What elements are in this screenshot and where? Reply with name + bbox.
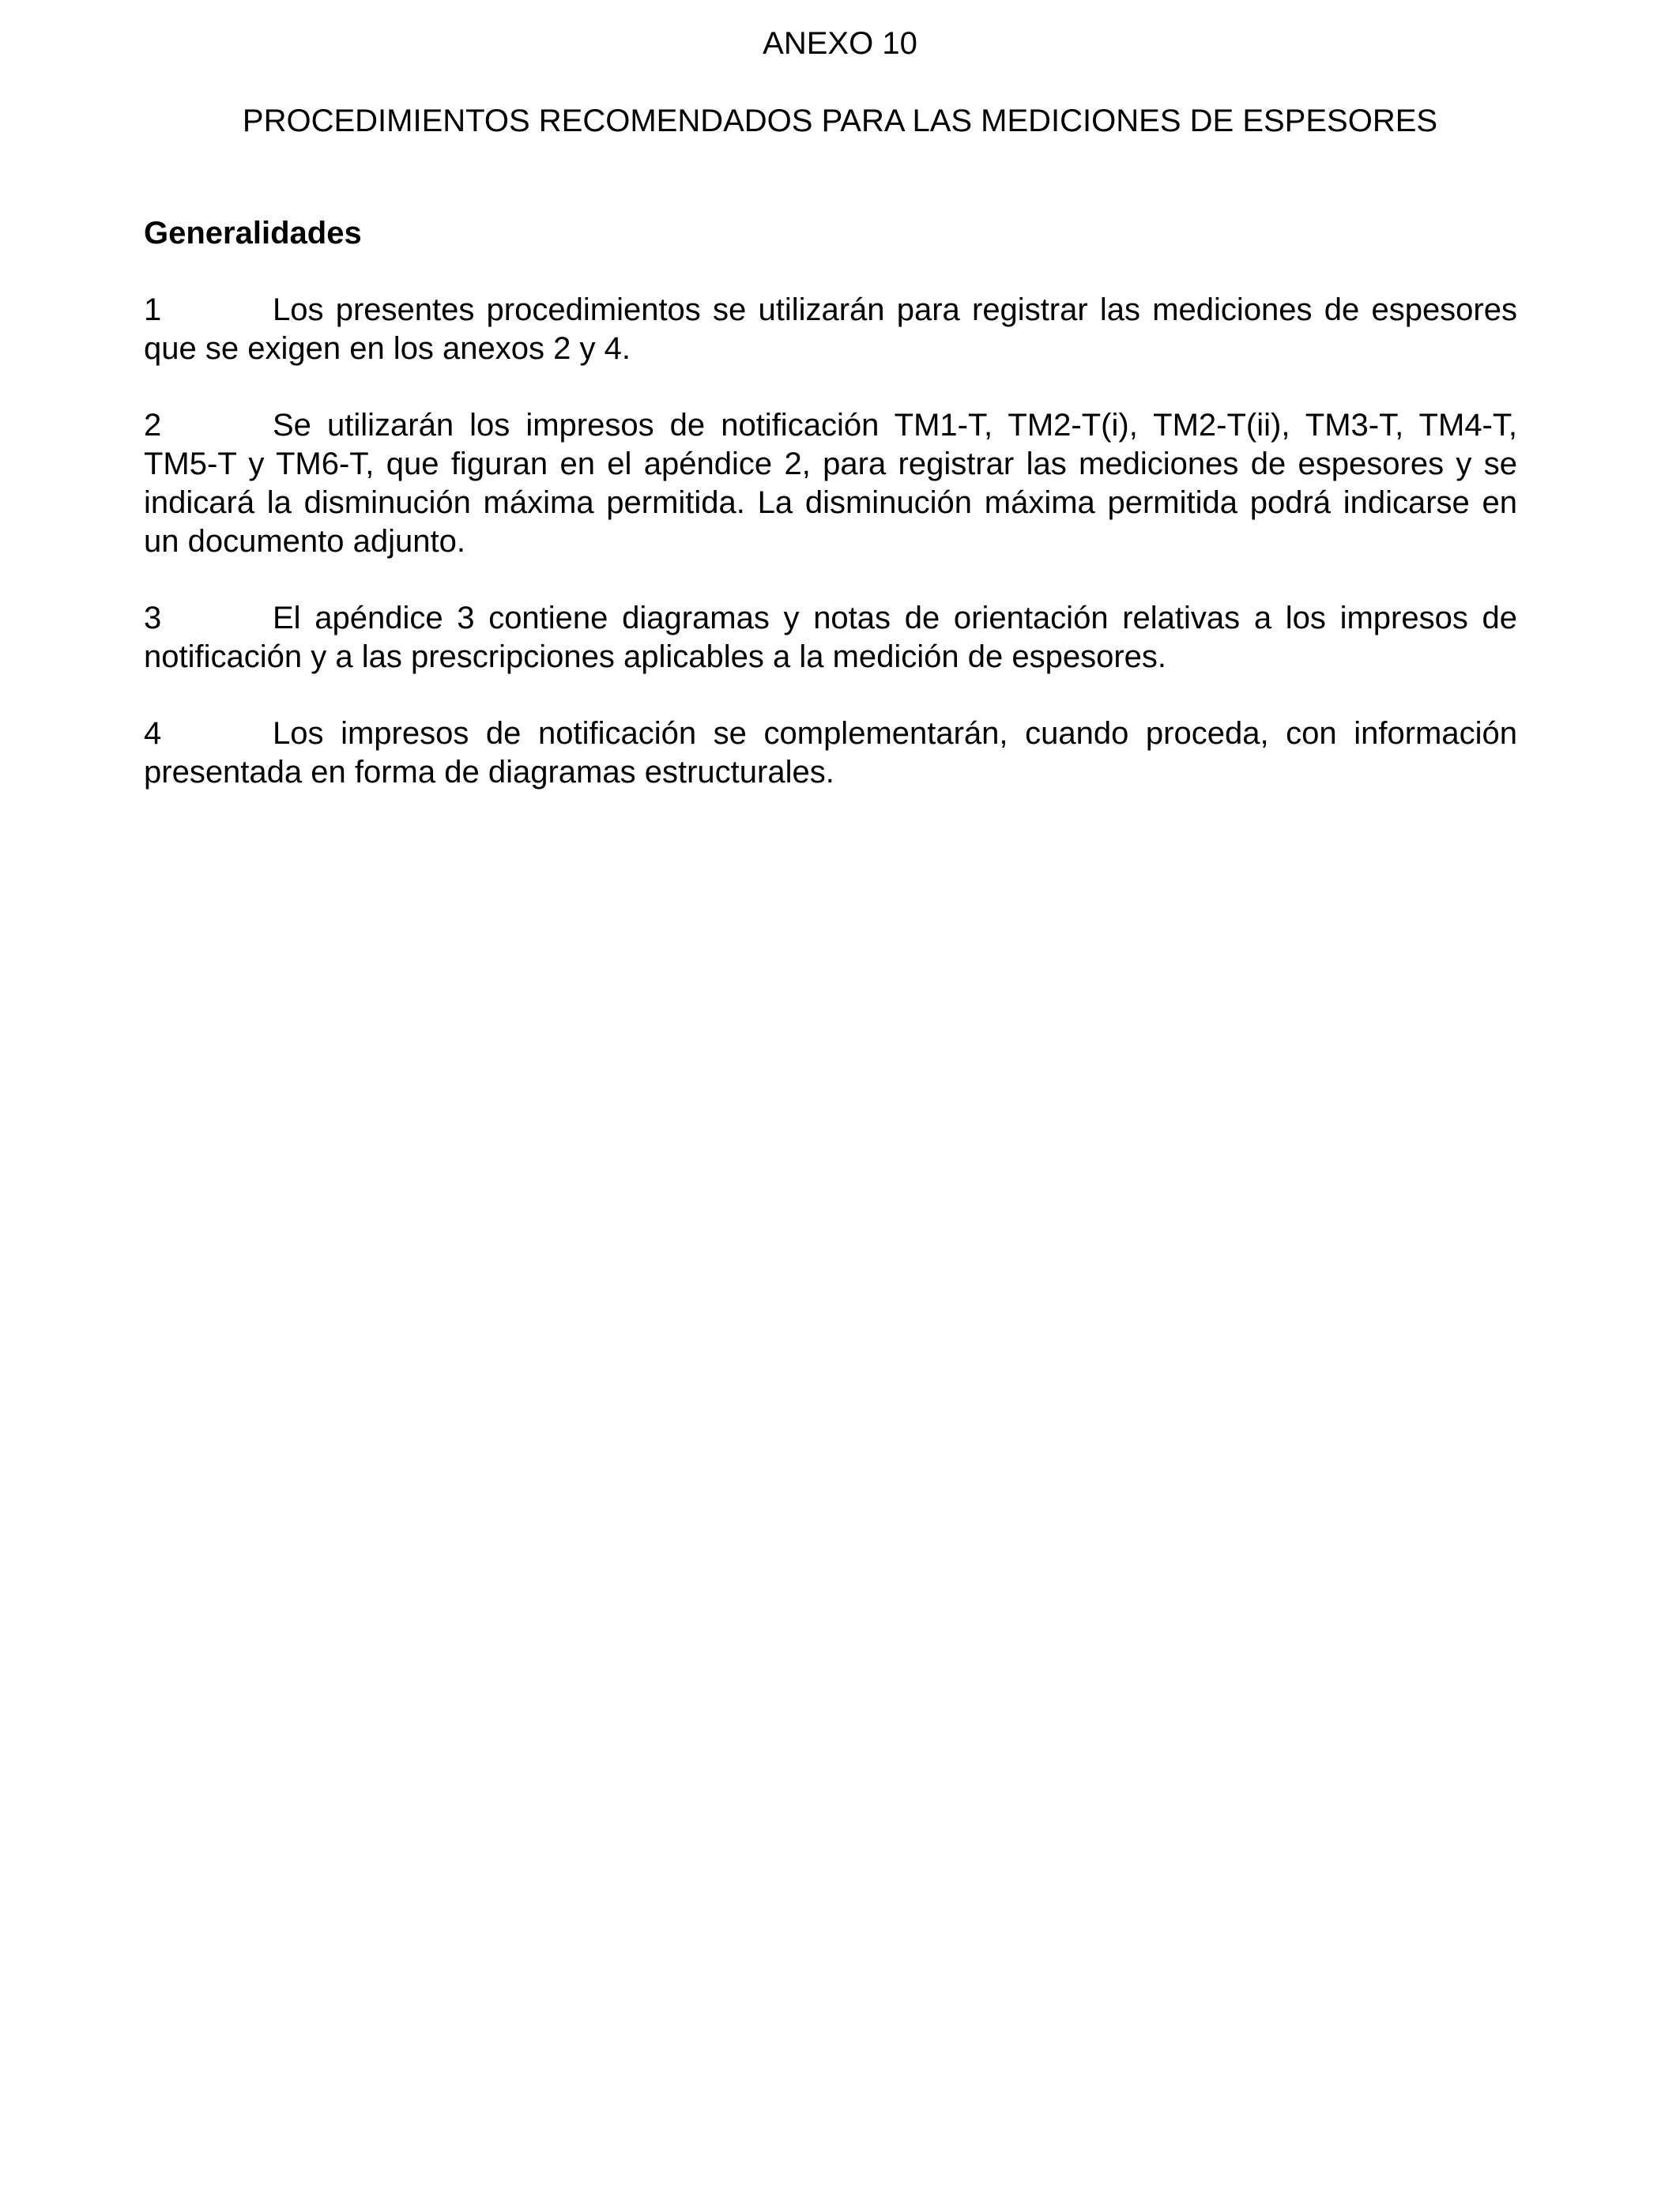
annex-title: ANEXO 10 (763, 26, 917, 61)
paragraph-text: Los impresos de notificación se complementarán, cuando proceda, con información presentada en forma de diagramas estructurales. (144, 716, 1517, 790)
section-heading: Generalidades (144, 216, 362, 251)
paragraph-text: El apéndice 3 contiene diagramas y notas de orientación relativas a los impresos de notificación y a las prescripciones aplicables a la medición de espesores. (144, 601, 1517, 674)
paragraph-2 (144, 406, 1517, 561)
paragraph-number: 1 (144, 292, 162, 327)
paragraph-1 (144, 291, 1517, 368)
paragraph-3 (144, 599, 1517, 677)
paragraph-text: Se utilizarán los impresos de notificación TM1-T, TM2-T(i), TM2-T(ii), TM3-T, TM4-T, TM5-T y TM6-T, que figuran en el apéndice 2, para registrar las mediciones de espesores y se indicará la disminución máxima permitida. La disminución máxima permitida podrá indicarse en un documento adjunto. (144, 408, 1517, 559)
paragraph-4 (144, 714, 1517, 792)
paragraph-number: 2 (144, 408, 162, 443)
paragraph-number: 3 (144, 601, 162, 635)
document-body (144, 213, 1517, 830)
paragraph-number: 4 (144, 716, 162, 751)
paragraph-text: Los presentes procedimientos se utilizarán para registrar las mediciones de espesores que se exigen en los anexos 2 y 4. (144, 292, 1517, 366)
document-title: PROCEDIMIENTOS RECOMENDADOS PARA LAS MEDICIONES DE ESPESORES (242, 104, 1438, 138)
